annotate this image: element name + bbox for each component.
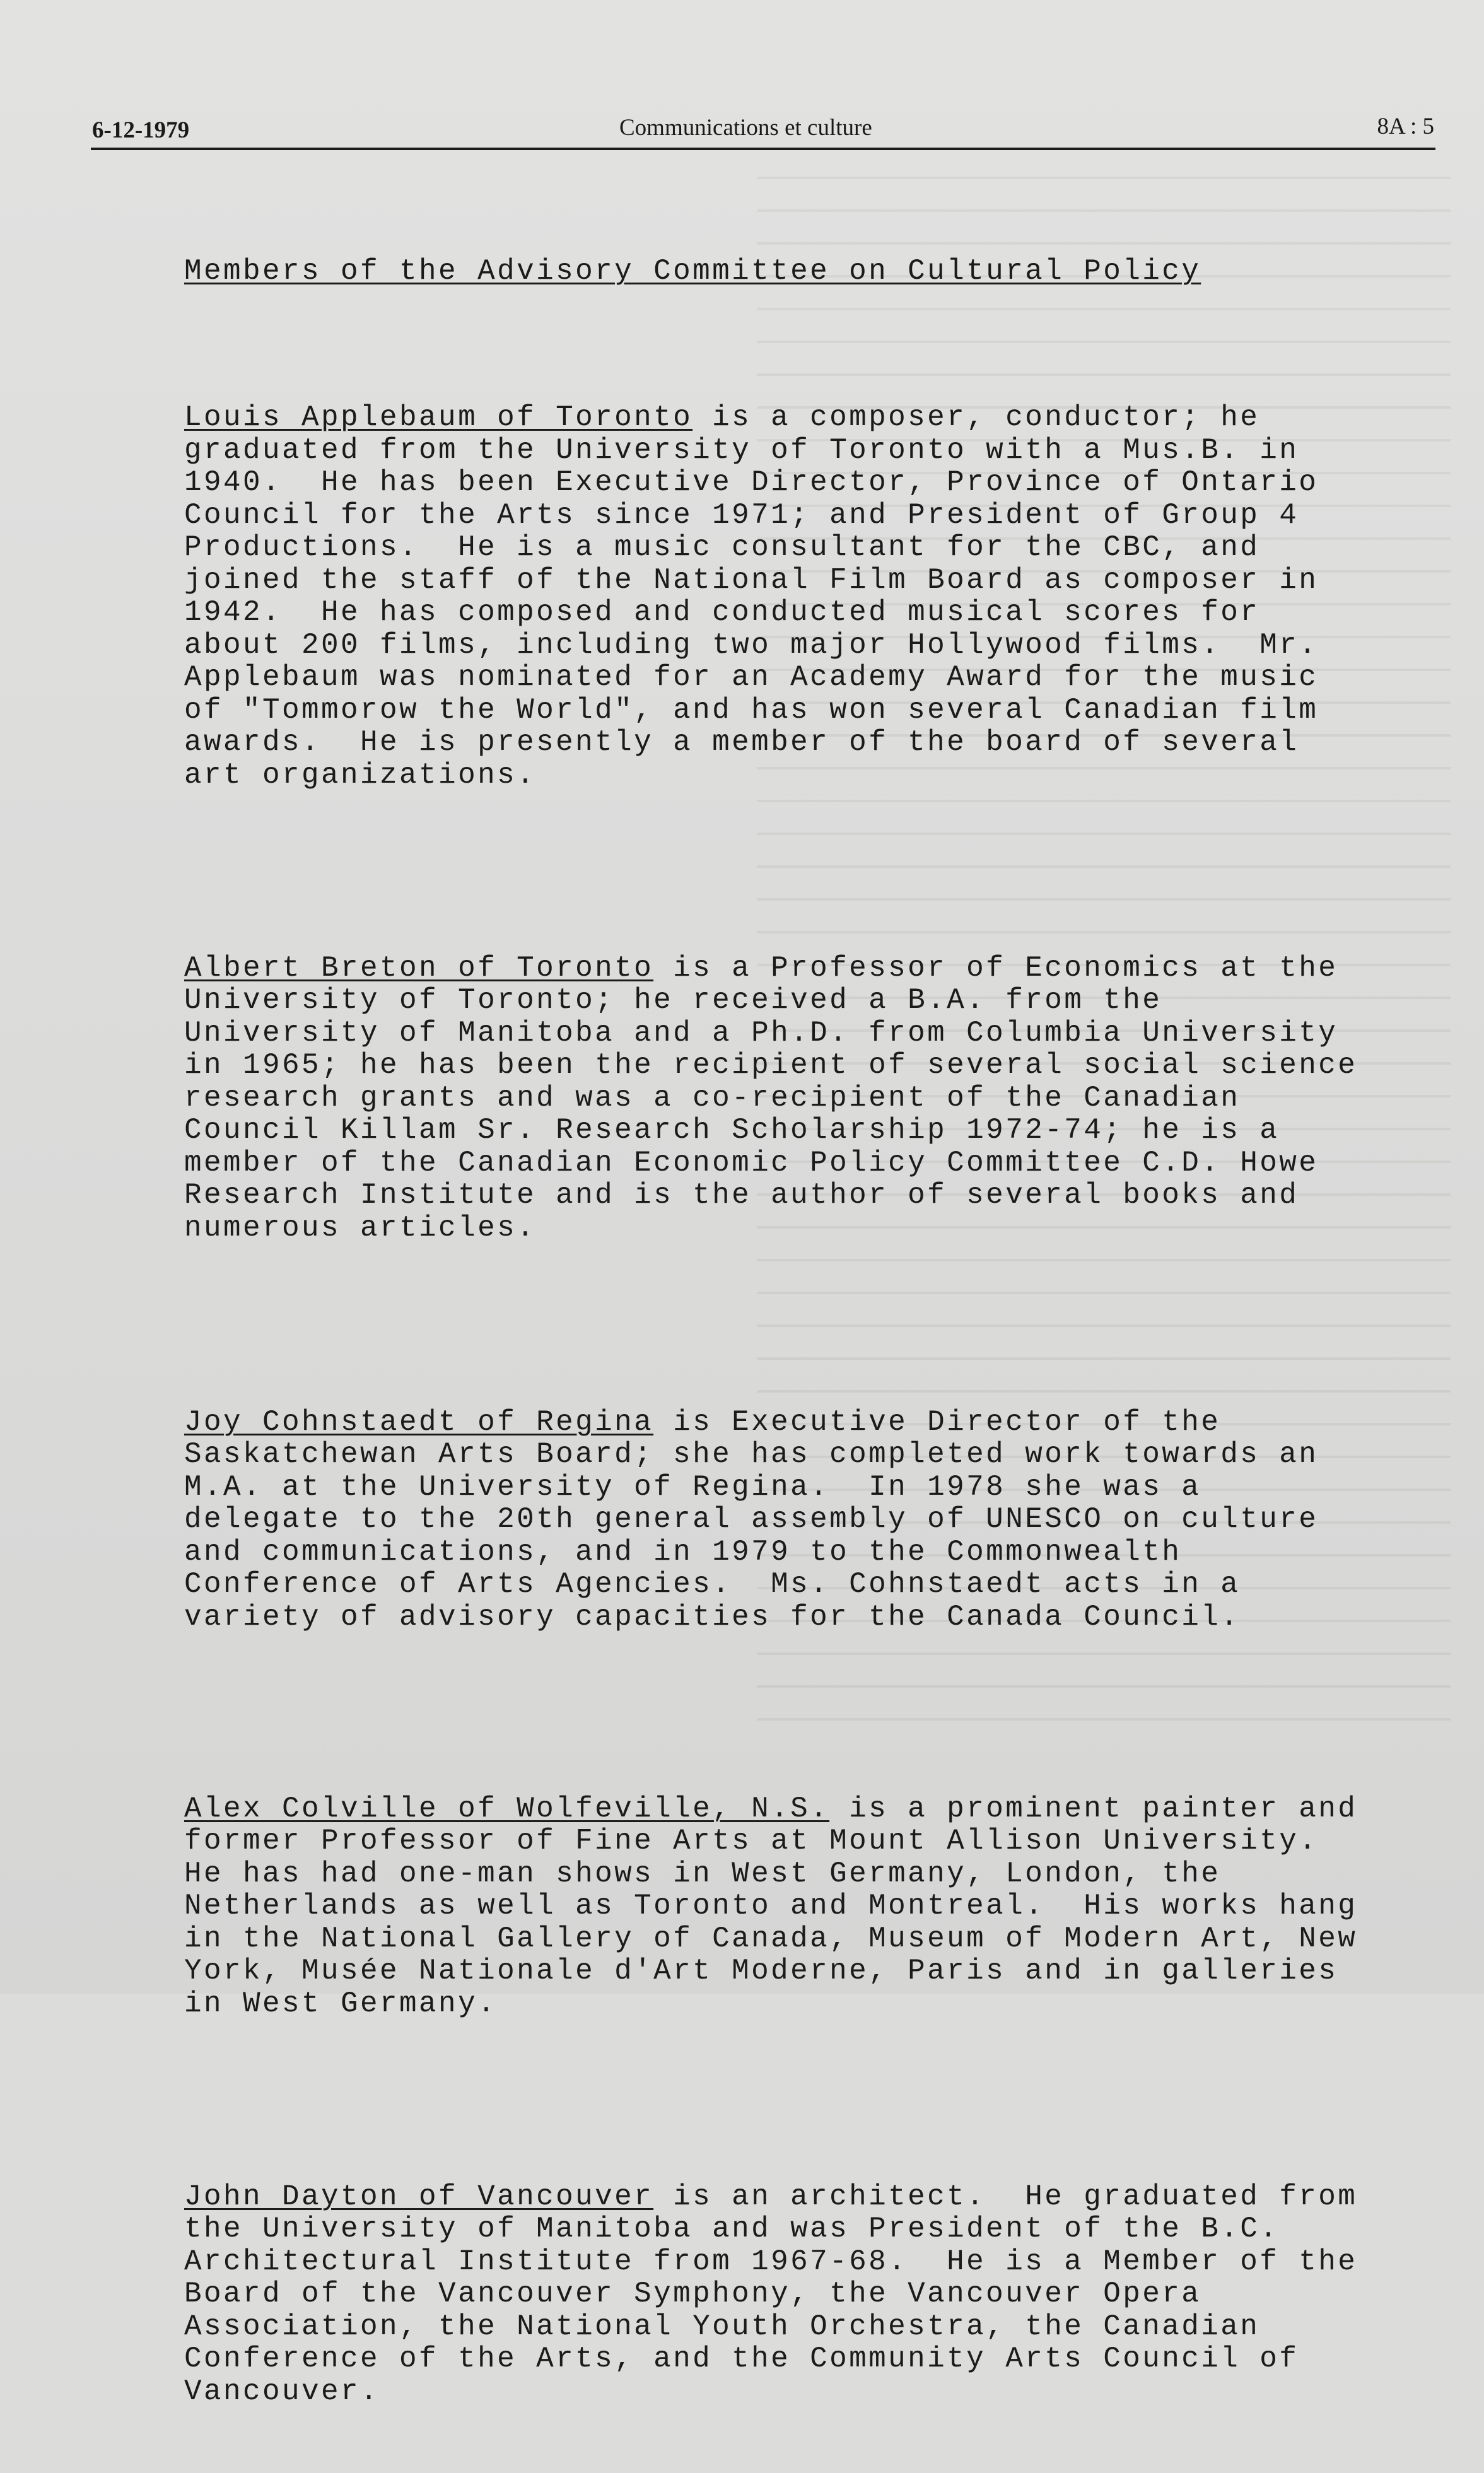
- bio-line: is a prominent painter and: [829, 1792, 1358, 1825]
- bio-line: York, Musée Nationale d'Art Moderne, Paris and in galleries: [184, 1955, 1338, 1987]
- bio-line: M.A. at the University of Regina. In 1978 she was a: [184, 1470, 1201, 1504]
- header-title: Communications et culture: [619, 115, 872, 141]
- bio-line: Saskatchewan Arts Board; she has completed work towards an: [184, 1438, 1319, 1471]
- bio-line: Council Killam Sr. Research Scholarship 1972-74; he is a: [184, 1114, 1280, 1147]
- bio-line: awards. He is presently a member of the board of several: [184, 726, 1299, 759]
- section-heading: Members of the Advisory Committee on Cultural Policy: [184, 255, 1201, 288]
- bio-line: 1940. He has been Executive Director, Province of Ontario: [184, 466, 1319, 499]
- bio-name: Joy Cohnstaedt of Regina: [184, 1405, 654, 1439]
- bio-line: University of Manitoba and a Ph.D. from Columbia University: [184, 1016, 1338, 1049]
- bio-line: and communications, and in 1979 to the Commonwealth: [184, 1535, 1182, 1569]
- bio-line: He has had one-man shows in West Germany, London, the: [184, 1857, 1221, 1890]
- header-page-number: 8A : 5: [1377, 114, 1434, 139]
- bio-line: member of the Canadian Economic Policy Committee C.D. Howe: [184, 1146, 1319, 1179]
- bio-line: is an architect. He graduated from: [653, 2180, 1358, 2213]
- bio-line: former Professor of Fine Arts at Mount Allison University.: [184, 1825, 1319, 1857]
- bio-line: Research Institute and is the author of several books and: [184, 1179, 1299, 1212]
- bio-line: Architectural Institute from 1967-68. He is a Member of the: [184, 2245, 1358, 2278]
- bio-line: Conference of the Arts, and the Community Arts Council of: [184, 2342, 1299, 2375]
- bio-line: Vancouver.: [184, 2375, 380, 2408]
- page-header: [91, 107, 1435, 150]
- bio-line: delegate to the 20th general assembly of UNESCO on culture: [184, 1503, 1319, 1536]
- bio-name: Louis Applebaum of Toronto: [184, 401, 693, 434]
- bio-line: the University of Manitoba and was President of the B.C.: [184, 2213, 1280, 2245]
- bio-line: about 200 films, including two major Hollywood films. Mr.: [184, 628, 1319, 662]
- bio-name: Albert Breton of Toronto: [184, 951, 654, 985]
- bio-line: joined the staff of the National Film Board as composer in: [184, 563, 1319, 597]
- bio-line: is a Professor of Economics at the: [653, 951, 1338, 985]
- bio-line: graduated from the University of Toronto with a Mus.B. in: [184, 433, 1299, 467]
- bio-name: Alex Colville of Wolfeville, N.S.: [184, 1792, 830, 1825]
- bio-line: variety of advisory capacities for the Canada Council.: [184, 1600, 1241, 1634]
- bio-line: 1942. He has composed and conducted musical scores for: [184, 596, 1260, 629]
- bio-line: University of Toronto; he received a B.A. from the: [184, 984, 1162, 1017]
- bio-line: Netherlands as well as Toronto and Montreal. His works hang: [184, 1890, 1358, 1922]
- bio-paragraph: [184, 952, 1370, 1245]
- bio-line: Council for the Arts since 1971; and President of Group 4: [184, 498, 1299, 532]
- page-body: [184, 190, 1370, 2473]
- bio-line: Productions. He is a music consultant for the CBC, and: [184, 531, 1260, 564]
- bio-line: in West Germany.: [184, 1987, 498, 2020]
- bio-paragraph: [184, 1406, 1370, 1634]
- bio-line: is a composer, conductor; he: [692, 401, 1260, 434]
- bio-line: research grants and was a co-recipient of the Canadian: [184, 1081, 1241, 1114]
- bio-paragraph: [184, 2181, 1370, 2409]
- bio-line: Board of the Vancouver Symphony, the Vancouver Opera: [184, 2277, 1201, 2310]
- bio-line: of "Tommorow the World", and has won several Canadian film: [184, 693, 1319, 727]
- bio-line: Conference of Arts Agencies. Ms. Cohnstaedt acts in a: [184, 1568, 1241, 1601]
- bio-paragraph: [184, 1793, 1370, 2021]
- header-date: 6-12-1979: [92, 117, 190, 143]
- bio-line: Applebaum was nominated for an Academy Award for the music: [184, 661, 1319, 694]
- bio-line: numerous articles.: [184, 1211, 537, 1244]
- bio-line: in 1965; he has been the recipient of several social science: [184, 1049, 1358, 1082]
- bio-line: in the National Gallery of Canada, Museum of Modern Art, New: [184, 1922, 1358, 1955]
- bio-line: is Executive Director of the: [653, 1405, 1221, 1439]
- bio-name: John Dayton of Vancouver: [184, 2180, 654, 2213]
- bio-paragraph: [184, 402, 1370, 792]
- bio-line: art organizations.: [184, 758, 537, 792]
- bio-line: Association, the National Youth Orchestra, the Canadian: [184, 2310, 1260, 2343]
